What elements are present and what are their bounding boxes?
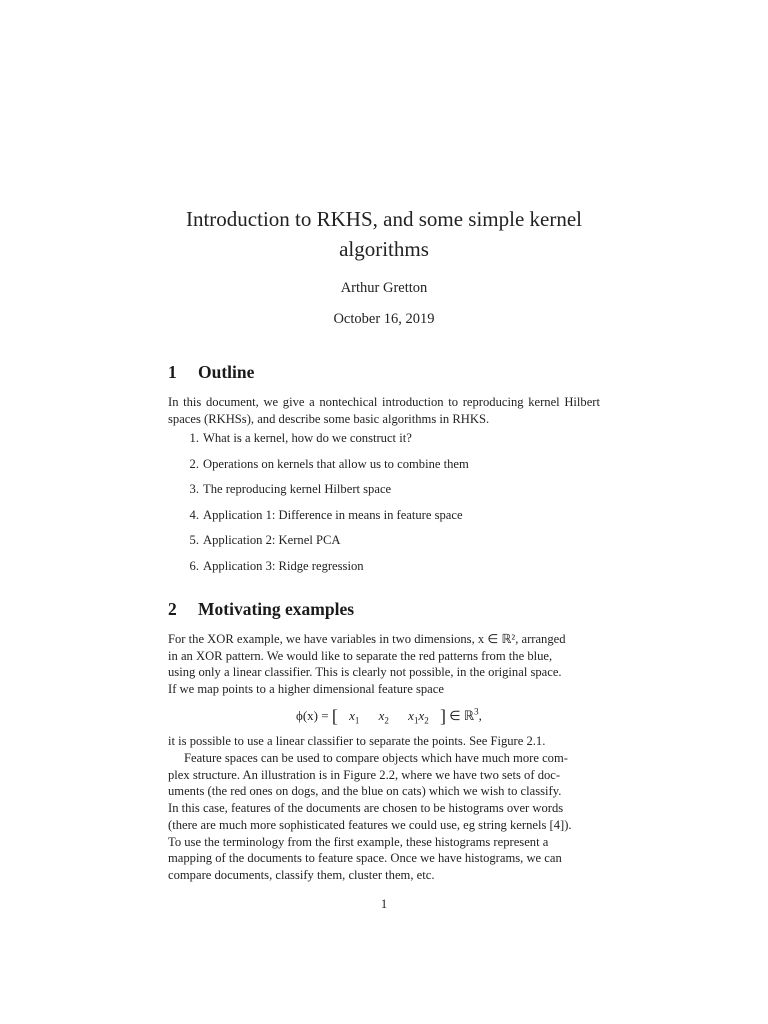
text-line: In this case, features of the documents are chosen to be histograms over words <box>168 801 564 816</box>
outline-list <box>168 430 600 583</box>
list-item-index: 3. <box>189 482 199 496</box>
author-name: Arthur Gretton <box>340 280 428 296</box>
outline-intro-paragraph <box>168 394 600 427</box>
text-line: mapping of the documents to feature space. Once we have histograms, we can <box>168 851 562 866</box>
text-line: uments (the red ones on dogs, and the blue on cats) which we wish to classify. <box>168 784 562 799</box>
equation-var: x <box>349 708 355 723</box>
equation-subscript: 1 <box>354 715 360 726</box>
list-item-text: Application 2: Kernel PCA <box>203 533 341 547</box>
text-line: it is possible to use a linear classifier to separate the points. See Figure 2.1. <box>168 734 546 748</box>
section-title: Outline <box>198 362 255 382</box>
list-item <box>168 558 600 584</box>
equation-var: x <box>378 708 385 723</box>
text-line: If we map points to a higher dimensional feature space <box>168 682 444 697</box>
equation-lhs: ϕ(x) = <box>296 708 329 723</box>
text-line: compare documents, classify them, cluster them, etc. <box>168 867 435 882</box>
equation-entry <box>379 708 389 726</box>
text-line: Feature spaces can be used to compare objects which have much more com- <box>184 751 568 765</box>
equation-var: x <box>408 708 414 723</box>
motivating-paragraph-2 <box>168 733 600 750</box>
motivating-paragraph-3 <box>168 750 600 884</box>
list-item-index: 4. <box>189 507 199 522</box>
equation-subscript: 2 <box>424 715 429 726</box>
equation-var: x <box>418 708 425 723</box>
equation-superscript: 3 <box>474 706 479 717</box>
list-item <box>168 507 600 533</box>
list-item <box>168 532 600 558</box>
paper-date: October 16, 2019 <box>333 311 435 327</box>
motivating-paragraph-1 <box>168 631 600 698</box>
feature-map-equation <box>296 706 482 727</box>
section-heading-outline <box>168 362 254 383</box>
equation-subscript: 2 <box>384 715 389 726</box>
text-line: plex structure. An illustration is in Figure 2.2, where we have two sets of doc- <box>168 767 561 782</box>
list-item-text: The reproducing kernel Hilbert space <box>203 482 392 496</box>
list-item-text: Application 1: Difference in means in feature space <box>203 507 463 522</box>
equation-entry <box>408 708 429 726</box>
list-item-index: 5. <box>189 533 199 547</box>
left-bracket: [ <box>331 706 338 726</box>
text-line: (there are much more sophisticated features we could use, eg string kernels [4]). <box>168 817 572 832</box>
list-item-text: Application 3: Ridge regression <box>203 558 364 573</box>
paper-title: Introduction to RKHS, and some simple kernel algorithms <box>185 207 583 261</box>
outline-intro-text: In this document, we give a nontechical introduction to reproducing kernel Hilbert spaces (RKHSs), and describe some basic algorithms in RHKS. <box>168 395 600 426</box>
equation-rhs: ∈ ℝ <box>449 708 475 723</box>
list-item-text: What is a kernel, how do we construct it? <box>203 431 412 445</box>
list-item <box>168 430 600 456</box>
text-line: To use the terminology from the first example, these histograms represent a <box>168 834 549 849</box>
list-item-text: Operations on kernels that allow us to combine them <box>203 456 469 471</box>
equation-tail: , <box>478 708 482 723</box>
list-item-index: 6. <box>189 558 199 573</box>
text-line: For the XOR example, we have variables in two dimensions, x ∈ ℝ², arranged <box>168 632 566 646</box>
section-title: Motivating examples <box>198 599 355 619</box>
equation-subscript: 1 <box>413 715 419 726</box>
text-line: using only a linear classifier. This is clearly not possible, in the original space. <box>168 665 562 680</box>
page-number: 1 <box>380 897 388 911</box>
list-item-index: 2. <box>189 456 199 471</box>
list-item <box>168 481 600 507</box>
section-number: 2 <box>168 599 177 619</box>
right-bracket: ] <box>439 706 446 726</box>
list-item <box>168 456 600 482</box>
section-heading-motivating <box>168 599 354 620</box>
text-line: in an XOR pattern. We would like to separate the red patterns from the blue, <box>168 648 553 663</box>
equation-entry <box>349 708 359 726</box>
section-number: 1 <box>168 362 177 382</box>
list-item-index: 1. <box>189 431 199 445</box>
